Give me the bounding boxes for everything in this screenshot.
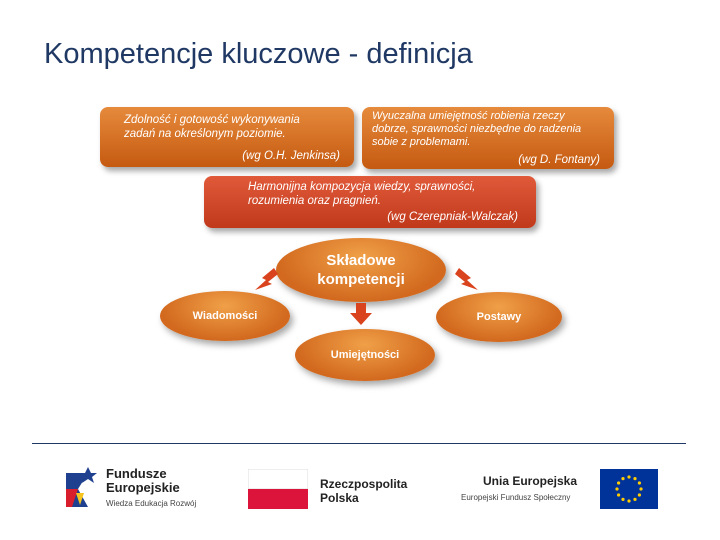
definition-jenkins-text: Zdolność i gotowość wykonywania zadań na określonym poziomie. [124,114,300,140]
fundusze-europejskie-logo-icon [66,463,100,513]
fe-title-line1: Fundusze [106,466,167,481]
rp-line2: Polska [320,491,359,505]
arrow-down-icon [349,303,373,327]
footer-divider [32,443,686,444]
center-ellipse [276,238,446,302]
definition-fontany-box [362,107,614,169]
center-label: Składowe kompetencji [317,252,405,288]
definition-jenkins-source: (wg O.H. Jenkinsa) [242,150,340,162]
component-right-label: Postawy [476,311,522,323]
slide-title: Kompetencje kluczowe - definicja [44,38,473,70]
ue-subtitle: Europejski Fundusz Społeczny [461,493,571,502]
component-left-label: Wiadomości [192,310,258,322]
rp-line1: Rzeczpospolita [320,477,408,491]
component-bottom-label: Umiejętności [330,349,400,361]
definition-jenkins-box [100,107,354,167]
definition-fontany-text: Wyuczalna umiejętność robienia rzeczy dobrze, sprawności niezbędne do radzenia sobie z problemami. [372,110,582,148]
component-left-ellipse [160,291,290,341]
definition-czerepniak-box [204,176,536,228]
arrow-right-icon [455,266,483,292]
definition-fontany-source: (wg D. Fontany) [518,154,600,166]
definition-czerepniak-source: (wg Czerepniak-Walczak) [387,211,518,223]
fe-title-line2: Europejskie [106,480,180,495]
fe-subtitle: Wiedza Edukacja Rozwój [106,499,197,508]
eu-flag-icon [600,469,658,509]
definition-czerepniak-text: Harmonijna kompozycja wiedzy, sprawności, rozumienia oraz pragnień. [248,181,476,207]
polish-flag-icon [248,469,308,509]
arrow-left-icon [252,266,280,292]
ue-title: Unia Europejska [483,474,578,488]
component-bottom-ellipse [295,329,435,381]
component-right-ellipse [436,292,562,342]
